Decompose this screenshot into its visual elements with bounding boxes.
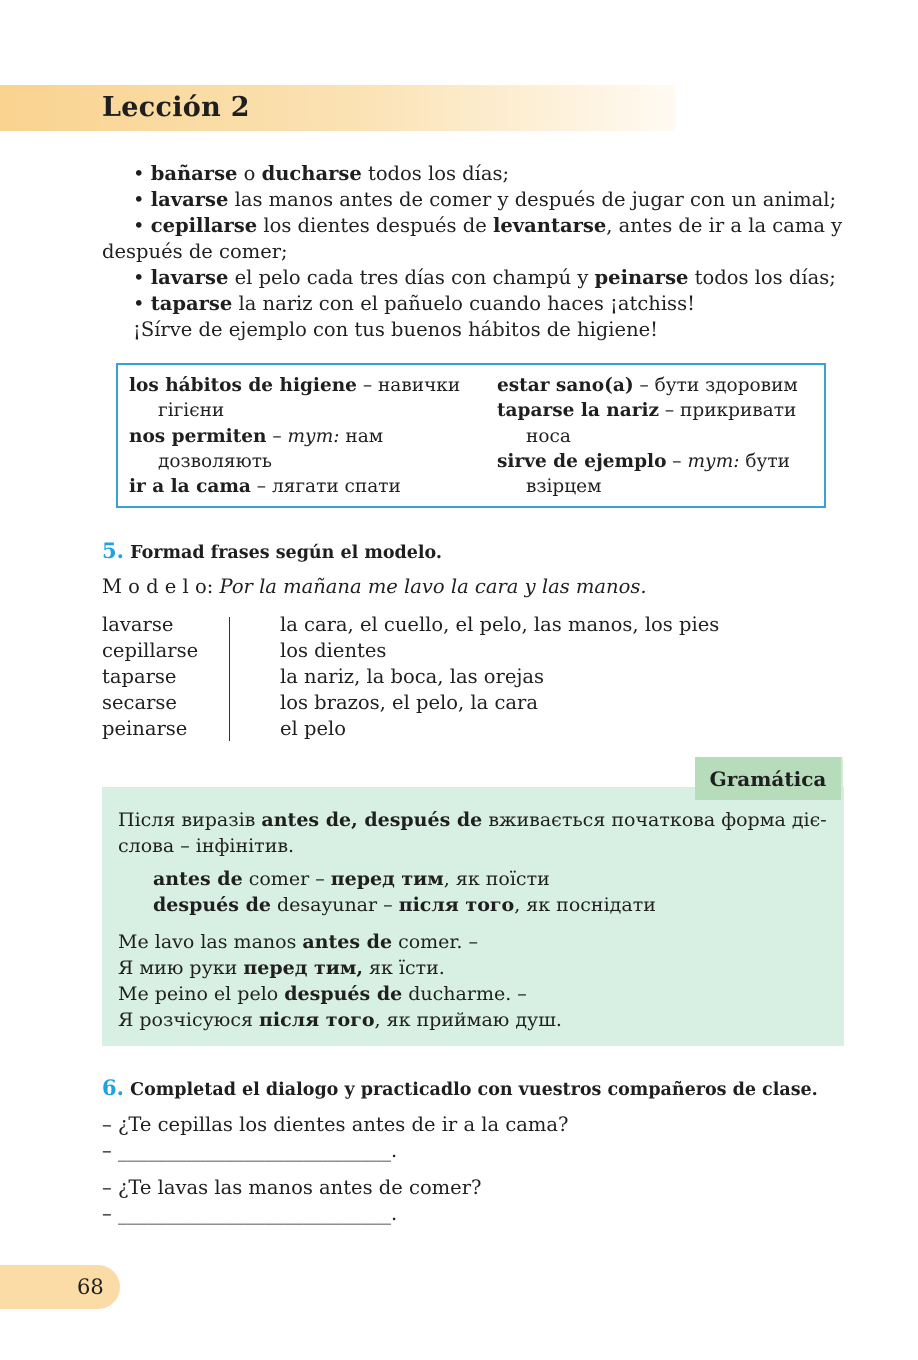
dialog-question: – ¿Te lavas las manos antes de comer? xyxy=(102,1176,482,1199)
vocabulary-column-left xyxy=(129,373,460,499)
grammar-rule-continuation: слова – інфінітив. xyxy=(118,835,295,857)
bullet-item: • lavarse las manos antes de comer y después de jugar con un animal; xyxy=(133,188,837,211)
object-column xyxy=(280,612,719,742)
vocab-entry: ir a la cama – лягати спати xyxy=(129,476,401,498)
bullet-item: • cepillarse los dientes después de levantarse, antes de ir a la cama y xyxy=(133,214,843,237)
verb-cell: peinarse xyxy=(102,717,188,740)
vocab-translation: носа xyxy=(526,425,571,447)
grammar-tab-label: Gramática xyxy=(695,757,843,800)
model-line: M o d e l o: Por la mañana me lavo la cara y las manos. xyxy=(102,575,647,598)
closing-sentence: ¡Sírve de ejemplo con tus buenos hábitos de higiene! xyxy=(133,318,659,341)
object-cell: el pelo xyxy=(280,717,346,740)
vocab-translation: дозволяють xyxy=(158,450,273,472)
grammar-example: después de desayunar – після того, як поснідати xyxy=(153,894,656,916)
grammar-sentence: Я розчісуюся після того, як приймаю душ. xyxy=(118,1009,562,1031)
grammar-sentence: Me peino el pelo después de ducharme. – xyxy=(118,983,527,1005)
bullet-item-continuation: después de comer; xyxy=(102,240,288,263)
bullet-item: • taparse la nariz con el pañuelo cuando haces ¡atchiss! xyxy=(133,292,695,315)
grammar-sentence: Я мию руки перед тим, як їсти. xyxy=(118,957,445,979)
grammar-example: antes de comer – перед тим, як поїсти xyxy=(153,868,550,890)
vocabulary-column-right xyxy=(497,373,798,499)
object-cell: la nariz, la boca, las orejas xyxy=(280,665,545,688)
verb-cell: cepillarse xyxy=(102,639,199,662)
object-cell: los dientes xyxy=(280,639,387,662)
verb-column xyxy=(102,612,198,742)
exercise-title: Formad frases según el modelo. xyxy=(130,543,443,563)
page-number: 68 xyxy=(77,1275,104,1299)
object-cell: los brazos, el pelo, la cara xyxy=(280,691,538,714)
exercise-6-heading xyxy=(102,1075,818,1100)
vocab-entry: taparse la nariz – прикривати xyxy=(497,400,797,422)
vocab-entry: nos permiten – тут: нам xyxy=(129,425,384,447)
verb-cell: secarse xyxy=(102,691,177,714)
column-divider xyxy=(229,617,230,741)
vocab-entry: sirve de ejemplo – тут: бути xyxy=(497,450,790,472)
exercise-number: 6. xyxy=(102,1075,124,1100)
vocabulary-box xyxy=(116,363,826,508)
bullet-item: • bañarse o ducharse todos los días; xyxy=(133,162,510,185)
verb-cell: taparse xyxy=(102,665,177,688)
vocab-entry: estar sano(a) – бути здоровим xyxy=(497,375,798,396)
exercise-title: Completad el dialogo y practicadlo con vuestros compañeros de clase. xyxy=(130,1080,818,1100)
grammar-rule: Після виразів antes de, después de вживається початкова форма діє- xyxy=(118,809,827,831)
dialog-answer-blank[interactable]: – ____________________________. xyxy=(102,1202,398,1225)
object-cell: la cara, el cuello, el pelo, las manos, los pies xyxy=(280,613,720,636)
grammar-box xyxy=(102,787,844,1046)
exercise-number: 5. xyxy=(102,538,124,563)
exercise-5-heading xyxy=(102,538,442,563)
vocab-entry: los hábitos de higiene – навички xyxy=(129,375,461,396)
grammar-sentence: Me lavo las manos antes de comer. – xyxy=(118,931,479,953)
bullet-item: • lavarse el pelo cada tres días con champú y peinarse todos los días; xyxy=(133,266,836,289)
dialog-question: – ¿Te cepillas los dientes antes de ir a la cama? xyxy=(102,1113,569,1136)
lesson-title: Lección 2 xyxy=(102,92,250,123)
vocab-translation: гігієни xyxy=(158,400,225,422)
vocab-translation: взірцем xyxy=(526,476,602,498)
dialog-answer-blank[interactable]: – ____________________________. xyxy=(102,1139,398,1162)
verb-cell: lavarse xyxy=(102,613,174,636)
